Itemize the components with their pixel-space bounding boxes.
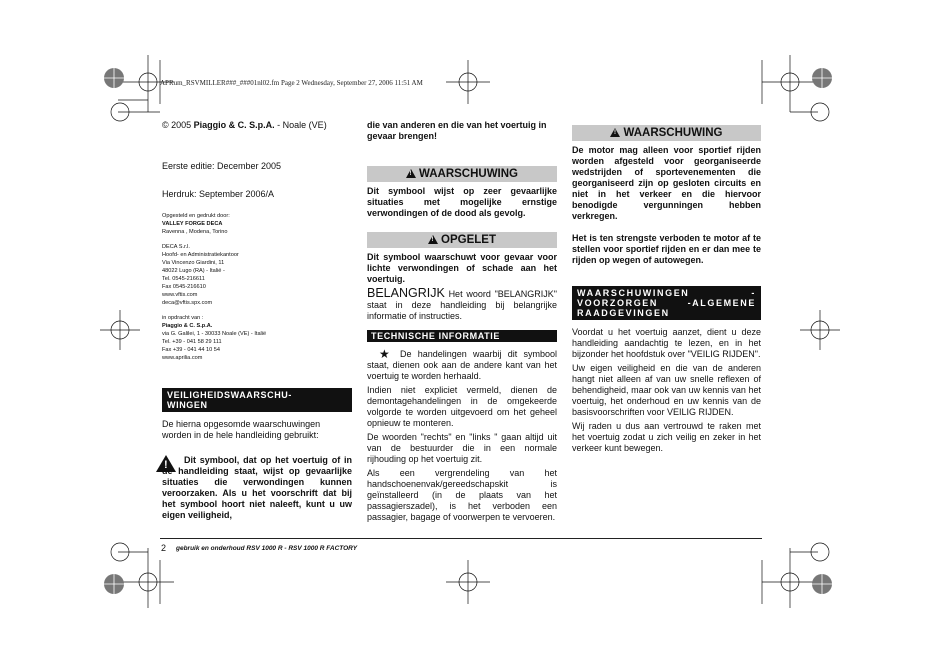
- important-paragraph: BELANGRIJK Het woord "BELANGRIJK" staat in deze handleiding bij belangrijke informatie of instructies.: [367, 286, 557, 321]
- warning-icon: [406, 169, 416, 178]
- copyright-line: © 2005 Piaggio & C. S.p.A. - Noale (VE): [162, 120, 327, 130]
- important-label: BELANGRIJK: [367, 286, 445, 300]
- general-heading: WAARSCHUWINGEN - VOORZORGEN -ALGEMENE RAADGEVINGEN: [572, 286, 761, 320]
- right-paragraph-3: Wij raden u dus aan vertrouwd te raken met het voertuig zodat u zich veilig en zeker in het verkeer kunt bewegen.: [572, 421, 761, 453]
- page-number: 2: [161, 543, 167, 553]
- printer-block: Opgesteld en gedrukt door: VALLEY FORGE DECA Ravenna , Modena, Torino: [162, 213, 230, 235]
- warning-icon: [610, 128, 620, 137]
- warning-banner: !WAARSCHUWING: [367, 166, 557, 182]
- paragraph-left-right: De woorden "rechts" en "links " gaan altijd uit van de bestuurder die in een normale rijhouding op het voertuig zit.: [367, 432, 557, 464]
- middle-column: [367, 120, 557, 526]
- tech-heading: TECHNISCHE INFORMATIE: [367, 330, 557, 342]
- right-column: [572, 125, 761, 457]
- client-address: in opdracht van : Piaggio & C. S.p.A. via G. Galilei, 1 - 30033 Noale (VE) - Italië Tel. +39 - 041 58 29 111 Fax +39 - 041 44 10 54 www.aprilia.com: [162, 315, 267, 361]
- reprint-date: Herdruk: September 2006/A: [162, 189, 275, 199]
- footer-rule: [160, 538, 762, 539]
- continuation-text: die van anderen en die van het voertuig in gevaar brengen!: [367, 120, 547, 141]
- copyright-company: Piaggio & C. S.p.A.: [193, 120, 275, 130]
- warning-text: Dit symbool wijst op zeer gevaarlijke situaties met mogelijke ernstige verwondingen of de dood als gevolg.: [367, 186, 557, 218]
- right-paragraph-2: Uw eigen veiligheid en die van de anderen hangt niet alleen af van uw snelle reflexen of behendigheid, maar ook van uw kennis van het voertuig, het onderhoud en uw kennis van de basisvoorschriften voor VEILIG RIJDEN.: [572, 363, 761, 417]
- right-paragraph-1: Voordat u het voertuig aanzet, dient u deze handleiding aandachtig te lezen, en in het bijzonder het hoofdstuk over "VEILIG RIJDEN".: [572, 327, 761, 359]
- star-paragraph: ★ De handelingen waarbij dit symbool staat, dienen ook aan de andere kant van het voertuig te worden herhaald.: [367, 347, 557, 381]
- warning-triangle-icon: [156, 455, 176, 472]
- right-warning-text-2: Het is ten strengste verboden te motor af te stellen voor sportief rijden en er dan mee te rijden op wegen of autowegen.: [572, 233, 761, 265]
- first-edition: Eerste editie: December 2005: [162, 161, 282, 171]
- right-warning-text: De motor mag alleen voor sportief rijden worden afgesteld voor georganiseerde wedstrijden of sportevenementen die georganiseerd zijn op gesloten circuits en niet in het verkeer en die hiervoor benodigde vergunningen hebben verkregen.: [572, 145, 761, 221]
- caution-banner: !OPGELET: [367, 232, 557, 248]
- header-slug: APRum_RSVMILLER###_###01nl02.fm Page 2 Wednesday, September 27, 2006 11:51 AM: [160, 79, 423, 87]
- safety-heading: VEILIGHEIDSWAARSCHU- WINGEN: [162, 388, 352, 412]
- left-column: [162, 120, 352, 524]
- paragraph-lock: Als een vergrendeling van het handschoenenvak/gereedschapskit is geïnstalleerd (in de plaats van het passagierszadel), is het verboden een passagier, bagage of voorwerpen te vervoeren.: [367, 468, 557, 522]
- right-warning-banner: !WAARSCHUWING: [572, 125, 761, 141]
- paragraph-disassembly: Indien niet expliciet vermeld, dienen de demontagehandelingen in de omgekeerde volgorde te worden uitgevoerd om het geheel opnieuw te monteren.: [367, 385, 557, 428]
- caution-text: Dit symbool waarschuwt voor gevaar voor lichte verwondingen of schade aan het voertuig.: [367, 252, 557, 284]
- footer-text: gebruik en onderhoud RSV 1000 R - RSV 1000 R FACTORY: [176, 545, 358, 552]
- symbol-paragraph: ! Dit symbool, dat op het voertuig of in de handleiding staat, wijst op gevaarlijke situaties die verwondingen kunnen veroorzaken. Als u het voorschrift dat bij het symbool hoort niet naleeft, kunt u uw eigen veiligheid,: [162, 455, 352, 521]
- caution-icon: [428, 235, 438, 244]
- safety-intro: De hierna opgesomde waarschuwingen worden in de hele handleiding gebruikt:: [162, 419, 321, 440]
- star-icon: ★: [379, 347, 390, 361]
- deca-address: DECA S.r.l. Hoofd- en Administratiekantoor Via Vincenzo Giardini, 11 48022 Lugo (RA) - Italië - Tel. 0545-216611 Fax 0545-216610 www.vftis.com deca@vftis.spx.com: [162, 244, 239, 306]
